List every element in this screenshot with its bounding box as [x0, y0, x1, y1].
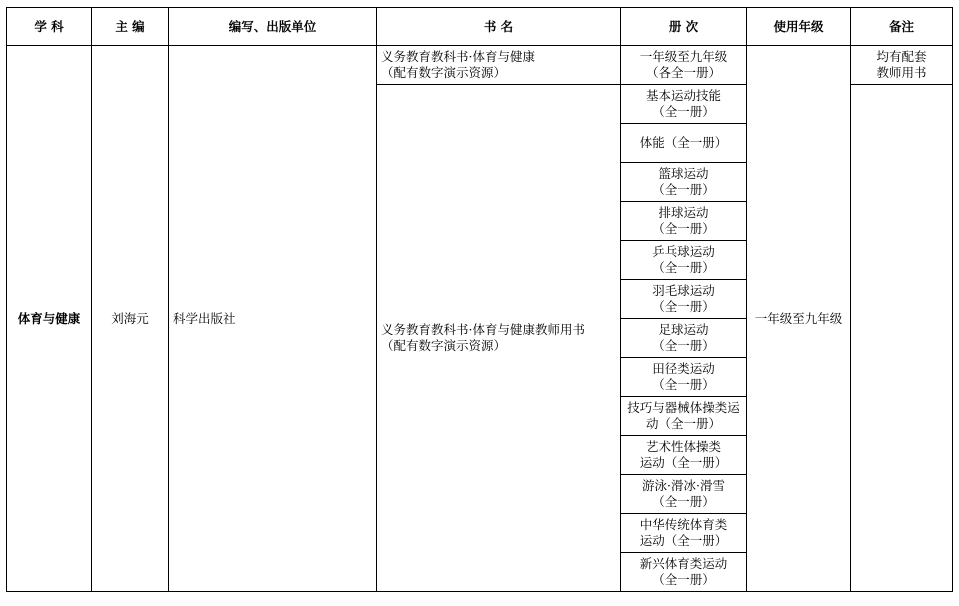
header-publisher: 编写、出版单位	[169, 8, 377, 46]
header-grade: 使用年级	[747, 8, 851, 46]
header-row	[7, 8, 953, 46]
student-book-title: 义务教育教科书·体育与健康	[381, 49, 535, 64]
teacher-book-title: 义务教育教科书·体育与健康教师用书	[381, 322, 585, 337]
teacher-book-volume: 篮球运动 （全一册）	[621, 163, 747, 202]
header-editor: 主 编	[92, 8, 169, 46]
editor-cell: 刘海元	[92, 46, 169, 592]
note-cell: 均有配套 教师用书	[851, 46, 953, 85]
teacher-book-subtitle: （配有数字演示资源）	[381, 338, 507, 353]
teacher-book-volume: 中华传统体育类 运动（全一册）	[621, 514, 747, 553]
header-note: 备注	[851, 8, 953, 46]
student-book-subtitle: （配有数字演示资源）	[381, 65, 507, 80]
teacher-book-volume: 羽毛球运动 （全一册）	[621, 280, 747, 319]
teacher-book-volume: 新兴体育类运动 （全一册）	[621, 553, 747, 592]
note-blank-cell	[851, 85, 953, 592]
teacher-book-volume: 田径类运动 （全一册）	[621, 358, 747, 397]
table-row	[7, 46, 953, 85]
teacher-book-volume: 足球运动 （全一册）	[621, 319, 747, 358]
header-book-title: 书 名	[377, 8, 621, 46]
student-book-volume: 一年级至九年级 （各全一册）	[621, 46, 747, 85]
textbook-catalog-table	[6, 7, 953, 592]
subject-cell: 体育与健康	[7, 46, 92, 592]
teacher-book-volume: 排球运动 （全一册）	[621, 202, 747, 241]
teacher-book-title-cell	[377, 85, 621, 592]
teacher-book-volume: 体能（全一册）	[621, 124, 747, 163]
teacher-book-volume: 基本运动技能 （全一册）	[621, 85, 747, 124]
publisher-cell: 科学出版社	[169, 46, 377, 592]
teacher-book-volume: 乒乓球运动 （全一册）	[621, 241, 747, 280]
teacher-book-volume: 艺术性体操类 运动（全一册）	[621, 436, 747, 475]
teacher-book-volume: 游泳·滑冰·滑雪 （全一册）	[621, 475, 747, 514]
student-book-title-cell	[377, 46, 621, 85]
teacher-book-volume: 技巧与器械体操类运 动（全一册）	[621, 397, 747, 436]
header-subject: 学 科	[7, 8, 92, 46]
grade-cell: 一年级至九年级	[747, 46, 851, 592]
header-volume: 册 次	[621, 8, 747, 46]
